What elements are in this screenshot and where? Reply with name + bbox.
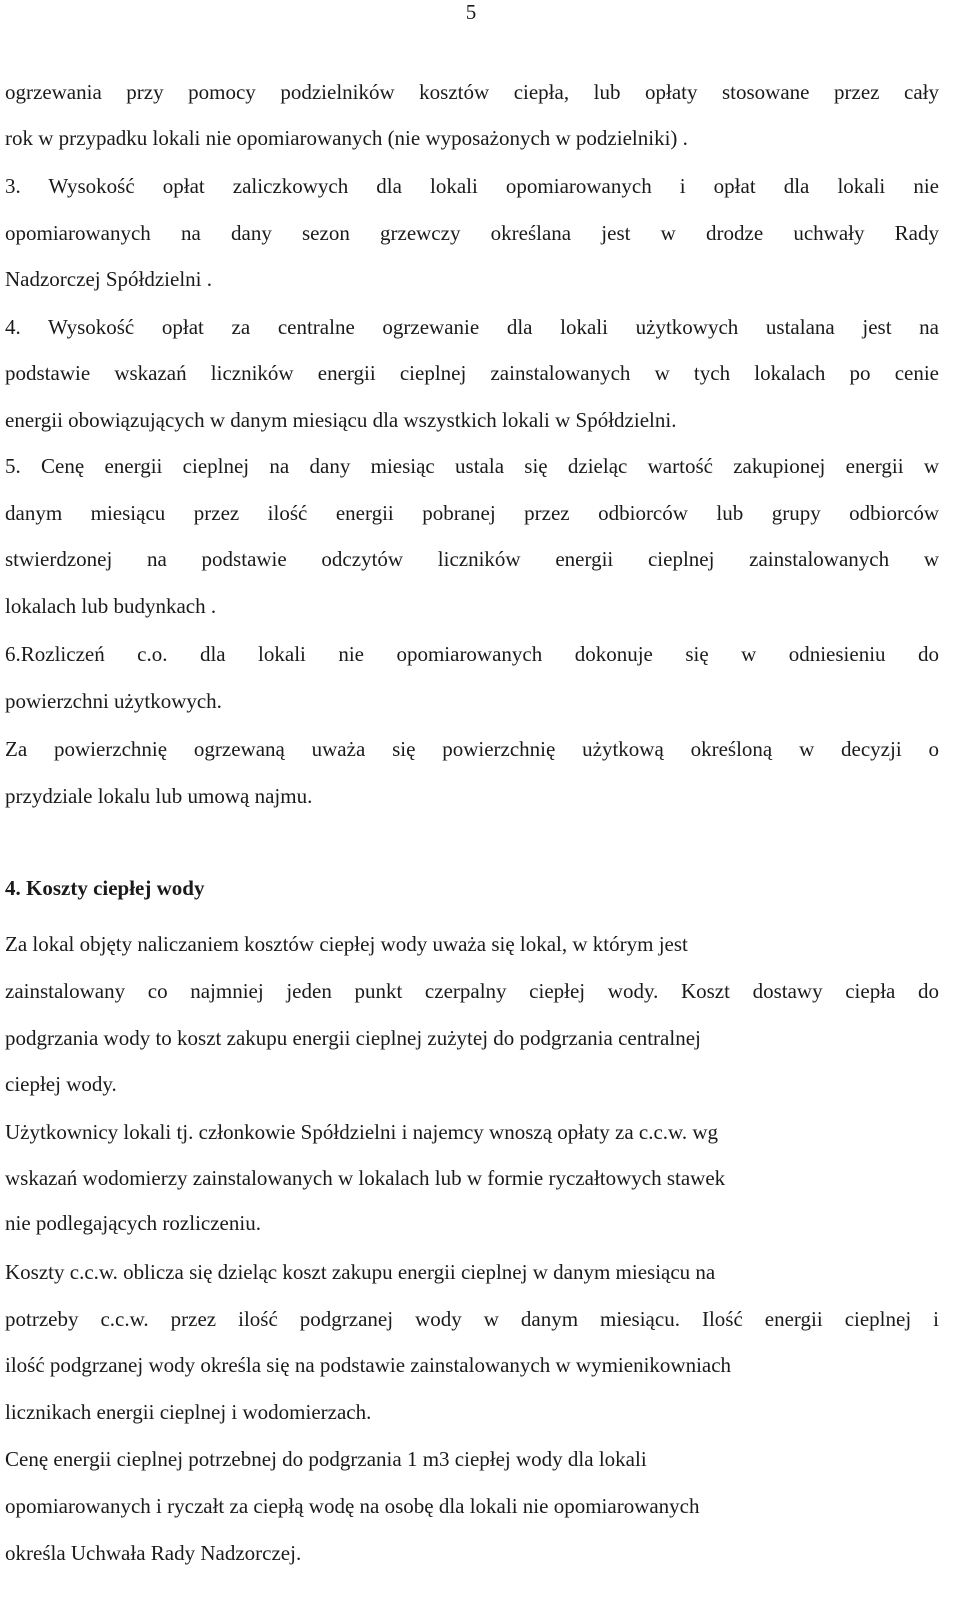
text-line: licznikach energii cieplnej i wodomierzach. bbox=[5, 1400, 372, 1424]
text-line: podgrzania wody to koszt zakupu energii cieplnej zużytej do podgrzania centralnej bbox=[5, 1026, 701, 1050]
text-line: ogrzewania przy pomocy podzielników kosztów ciepła, lub opłaty stosowane przez cały bbox=[5, 80, 939, 104]
text-line: lokalach lub budynkach . bbox=[5, 594, 217, 618]
text-line: stwierdzonej na podstawie odczytów liczników energii cieplnej zainstalowanych w bbox=[5, 547, 939, 571]
text-line: danym miesiącu przez ilość energii pobranej przez odbiorców lub grupy odbiorców bbox=[5, 501, 939, 525]
text-line: Za lokal objęty naliczaniem kosztów ciepłej wody uważa się lokal, w którym jest bbox=[5, 932, 688, 956]
text-line: ciepłej wody. bbox=[5, 1072, 117, 1096]
text-line: Cenę energii cieplnej potrzebnej do podgrzania 1 m3 ciepłej wody dla lokali bbox=[5, 1447, 647, 1471]
text-line: Za powierzchnię ogrzewaną uważa się powierzchnię użytkową określoną w decyzji o bbox=[5, 737, 939, 761]
text-line: 3. Wysokość opłat zaliczkowych dla lokali opomiarowanych i opłat dla lokali nie bbox=[5, 174, 939, 198]
text-line: wskazań wodomierzy zainstalowanych w lokalach lub w formie ryczałtowych stawek bbox=[5, 1166, 726, 1190]
text-line: potrzeby c.c.w. przez ilość podgrzanej wody w danym miesiącu. Ilość energii cieplnej i bbox=[5, 1307, 939, 1331]
text-line: opomiarowanych i ryczałt za ciepłą wodę na osobę dla lokali nie opomiarowanych bbox=[5, 1494, 700, 1518]
text-line: nie podlegających rozliczeniu. bbox=[5, 1211, 261, 1235]
text-line: zainstalowany co najmniej jeden punkt czerpalny ciepłej wody. Koszt dostawy ciepła do bbox=[5, 979, 939, 1003]
text-line: powierzchni użytkowych. bbox=[5, 689, 222, 713]
text-line: 4. Wysokość opłat za centralne ogrzewanie dla lokali użytkowych ustalana jest na bbox=[5, 315, 939, 339]
text-line: Użytkownicy lokali tj. członkowie Spółdzielni i najemcy wnoszą opłaty za c.c.w. wg bbox=[5, 1120, 719, 1144]
text-line: określa Uchwała Rady Nadzorczej. bbox=[5, 1541, 302, 1565]
text-line: przydziale lokalu lub umową najmu. bbox=[5, 784, 313, 808]
text-line: Koszty c.c.w. oblicza się dzieląc koszt zakupu energii cieplnej w danym miesiącu na bbox=[5, 1260, 716, 1284]
text-line: opomiarowanych na dany sezon grzewczy określana jest w drodze uchwały Rady bbox=[5, 221, 939, 245]
text-line: 6.Rozliczeń c.o. dla lokali nie opomiarowanych dokonuje się w odniesieniu do bbox=[5, 642, 939, 666]
text-line: energii obowiązujących w danym miesiącu dla wszystkich lokali w Spółdzielni. bbox=[5, 408, 677, 432]
text-line: rok w przypadku lokali nie opomiarowanych (nie wyposażonych w podzielniki) . bbox=[5, 126, 688, 150]
text-line: ilość podgrzanej wody określa się na podstawie zainstalowanych w wymienikowniach bbox=[5, 1353, 732, 1377]
page-number: 5 bbox=[465, 0, 477, 24]
text-line: 5. Cenę energii cieplnej na dany miesiąc ustala się dzieląc wartość zakupionej energii w bbox=[5, 454, 939, 478]
section-heading: 4. Koszty ciepłej wody bbox=[5, 876, 205, 900]
text-line: Nadzorczej Spółdzielni . bbox=[5, 267, 213, 291]
text-line: podstawie wskazań liczników energii cieplnej zainstalowanych w tych lokalach po cenie bbox=[5, 361, 939, 385]
